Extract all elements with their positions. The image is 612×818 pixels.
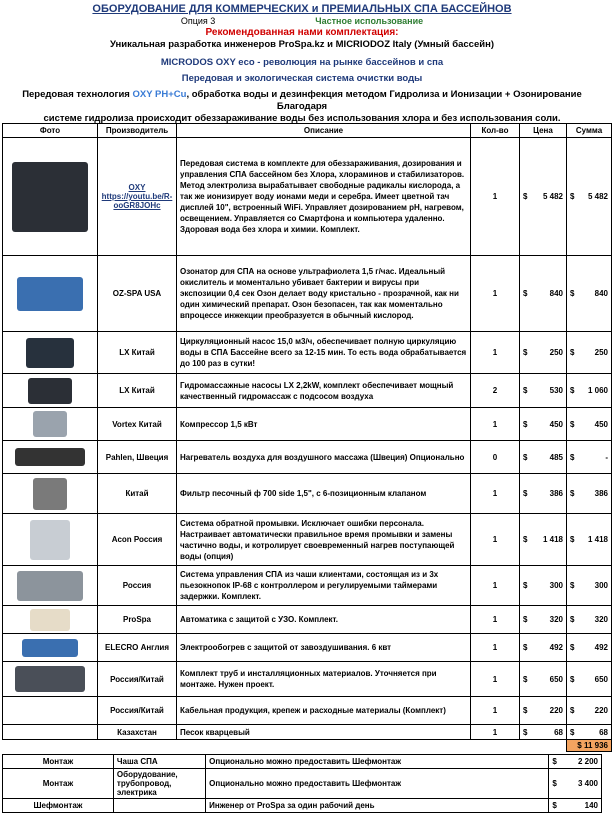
description-cell: Передовая система в комплекте для обеззараживания, дозирования и управления СПА бассейном без Хлора, хлораминов и стабилизаторов. Метод электролиза вырабатывает свободные радикалы кислорода, а так же ионизирует воду ионами меди и серебра. Имеет цветной тач дисплей 10", встроенный WiFi. Управляет дозированием pH, нагревом, освещением. Управляется со Смартфона и компьютера удаленно. Здоровая вода без хлора и химии. Комплект. (177, 138, 471, 256)
sum-cell: $ 5 482 (567, 138, 612, 256)
services-table (2, 754, 602, 813)
description-cell: Фильтр песочный ф 700 side 1,5", с 6-позиционным клапаном (177, 474, 471, 514)
product-photo-cell (3, 697, 98, 725)
manufacturer-cell: OZ-SPA USA (98, 256, 177, 332)
product-image (28, 378, 72, 404)
equipment-table (2, 123, 612, 752)
product-image (17, 277, 83, 311)
sum-cell: $ 840 (567, 256, 612, 332)
col-photo: Фото (3, 124, 98, 138)
description-cell: Озонатор для СПА на основе ультрафиолета 1,5 г/час. Идеальный окислитель и моментально убивает бактерии и вирусы при экспозиции 0,4 сек Озон делает воду кристально - прозрачной, как ни один химический препарат. Озон безопасен, так как моментально впроцессе инжекции преобразуется в обычный кислород. (177, 256, 471, 332)
quantity-cell: 1 (471, 606, 520, 634)
service-scope: Оборудование, трубопровод, электрика (113, 769, 205, 799)
manufacturer-cell: Китай (98, 474, 177, 514)
quantity-cell: 1 (471, 514, 520, 566)
quantity-cell: 1 (471, 256, 520, 332)
table-row (3, 374, 612, 408)
quantity-cell: 1 (471, 474, 520, 514)
table-row (3, 256, 612, 332)
product-photo-cell (3, 514, 98, 566)
sum-cell: $ 386 (567, 474, 612, 514)
manufacturer-cell: Казахстан (98, 725, 177, 740)
sum-cell: $ 300 (567, 566, 612, 606)
description-cell: Автоматика с защитой с УЗО. Комплект. (177, 606, 471, 634)
service-type: Монтаж (3, 755, 114, 769)
price-cell: $ 5 482 (520, 138, 567, 256)
manufacturer-cell: Pahlen, Швеция (98, 441, 177, 474)
sum-cell: $ 492 (567, 634, 612, 662)
table-row (3, 634, 612, 662)
table-row (3, 514, 612, 566)
table-row (3, 606, 612, 634)
product-photo-cell (3, 634, 98, 662)
manufacturer-cell: Россия (98, 566, 177, 606)
quantity-cell: 1 (471, 697, 520, 725)
sum-cell: $ 650 (567, 662, 612, 697)
document-header (0, 0, 604, 125)
quantity-cell: 1 (471, 566, 520, 606)
description-cell: Система управления СПА из чаши клиентами, состоящая из и 3х пьезокнопок IP-68 с контроллером и регулируемыми таймерами задержки. Комплект. (177, 566, 471, 606)
description-cell: Кабельная продукция, крепеж и расходные материалы (Комплект) (177, 697, 471, 725)
product-photo-cell (3, 725, 98, 740)
price-cell: $ 450 (520, 408, 567, 441)
table-row (3, 697, 612, 725)
price-cell: $ 386 (520, 474, 567, 514)
grand-total: $ 11 936 (567, 740, 612, 752)
table-row (3, 725, 612, 740)
product-photo-cell (3, 138, 98, 256)
description-cell: Песок кварцевый (177, 725, 471, 740)
unique-line: Уникальная разработка инженеров ProSpa.kz и MICRIODOZ Italy (Умный бассейн) (110, 39, 494, 50)
manufacturer-cell: Vortex Китай (98, 408, 177, 441)
sum-cell: $ 1 060 (567, 374, 612, 408)
price-cell: $ 492 (520, 634, 567, 662)
product-image (17, 571, 83, 601)
product-image (26, 338, 74, 368)
table-row (3, 474, 612, 514)
recommended-label: Рекомендованная нами комплектация: (205, 27, 399, 38)
option-label: Опция 3 (180, 16, 216, 26)
product-photo-cell (3, 408, 98, 441)
price-cell: $ 485 (520, 441, 567, 474)
table-row (3, 662, 612, 697)
quantity-cell: 1 (471, 725, 520, 740)
product-image (33, 478, 67, 510)
total-row (3, 740, 612, 752)
manufacturer-cell: ProSpa (98, 606, 177, 634)
product-photo-cell (3, 256, 98, 332)
sum-cell: $ 1 418 (567, 514, 612, 566)
price-cell: $ 300 (520, 566, 567, 606)
eco-line: Передовая и экологическая система очистки воды (181, 73, 423, 84)
col-maker: Производитель (98, 124, 177, 138)
price-cell: $ 250 (520, 332, 567, 374)
product-photo-cell (3, 332, 98, 374)
product-image (15, 666, 85, 692)
service-sum: $ 3 400 (549, 769, 602, 799)
product-image (15, 448, 85, 466)
manufacturer-cell: LX Китай (98, 374, 177, 408)
product-photo-cell (3, 474, 98, 514)
table-row (3, 332, 612, 374)
service-desc: Инженер от ProSpa за один рабочий день (206, 799, 549, 813)
product-photo-cell (3, 374, 98, 408)
price-cell: $ 650 (520, 662, 567, 697)
quantity-cell: 1 (471, 634, 520, 662)
service-sum: $ 140 (549, 799, 602, 813)
service-scope: Чаша СПА (113, 755, 205, 769)
price-cell: $ 68 (520, 725, 567, 740)
document-title: ОБОРУДОВАНИЕ ДЛЯ КОММЕРЧЕСКИХ и ПРЕМИАЛЬНЫХ СПА БАССЕЙНОВ (92, 3, 512, 15)
microdos-line: MICRODOS OXY eco - революция на рынке бассейнов и спа (160, 57, 444, 68)
service-row (3, 755, 602, 769)
usage-label: Частное использование (315, 16, 424, 26)
option-row (0, 15, 604, 27)
manufacturer-cell: Россия/Китай (98, 662, 177, 697)
quantity-cell: 1 (471, 332, 520, 374)
price-cell: $ 320 (520, 606, 567, 634)
sum-cell: $ - (567, 441, 612, 474)
manufacturer-cell (98, 138, 177, 256)
description-cell: Циркуляционный насос 15,0 м3/ч, обеспечивает полную циркуляцию воды в СПА Бассейне всего за 12-15 мин. То есть вода обрабатывается до 100 раз в сутки! (177, 332, 471, 374)
table-row (3, 441, 612, 474)
product-photo-cell (3, 606, 98, 634)
service-sum: $ 2 200 (549, 755, 602, 769)
product-photo-cell (3, 566, 98, 606)
description-cell: Электрообогрев с защитой от завоздушивания. 6 квт (177, 634, 471, 662)
col-desc: Описание (177, 124, 471, 138)
table-header-row (3, 124, 612, 138)
description-cell: Компрессор 1,5 кВт (177, 408, 471, 441)
description-cell: Нагреватель воздуха для воздушного массажа (Швеция) Опционально (177, 441, 471, 474)
quantity-cell: 1 (471, 408, 520, 441)
product-photo-cell (3, 441, 98, 474)
product-image (22, 639, 78, 657)
video-link[interactable]: https://youtu.be/R-ooGR8JOHc (101, 192, 173, 210)
description-cell: Система обратной промывки. Исключает ошибки персонала. Настраивает автоматически правильное время промывки и замены частично воды, и котролирует своевременный нагрев поступающей воды (опция) (177, 514, 471, 566)
service-scope (113, 799, 205, 813)
sum-cell: $ 450 (567, 408, 612, 441)
sum-cell: $ 250 (567, 332, 612, 374)
service-row (3, 799, 602, 813)
manufacturer-cell: ELECRO Англия (98, 634, 177, 662)
tech-line-1: Передовая технология OXY PH+Cu, обработка воды и дезинфекция методом Гидролиза и Ионизации + Озонирование Благодаря (22, 89, 582, 112)
col-sum: Сумма (567, 124, 612, 138)
col-price: Цена (520, 124, 567, 138)
sum-cell: $ 220 (567, 697, 612, 725)
manufacturer-name[interactable]: OXY (128, 183, 146, 192)
price-cell: $ 1 418 (520, 514, 567, 566)
product-photo-cell (3, 662, 98, 697)
quantity-cell: 1 (471, 662, 520, 697)
description-cell: Комплект труб и инсталляционных материалов. Уточняется при монтаже. Нужен проект. (177, 662, 471, 697)
quantity-cell: 2 (471, 374, 520, 408)
manufacturer-cell: Россия/Китай (98, 697, 177, 725)
price-cell: $ 840 (520, 256, 567, 332)
service-type: Монтаж (3, 769, 114, 799)
service-desc: Опционально можно предоставить Шефмонтаж (206, 755, 549, 769)
table-row (3, 408, 612, 441)
service-desc: Опционально можно предоставить Шефмонтаж (206, 769, 549, 799)
product-image (33, 411, 67, 437)
price-cell: $ 530 (520, 374, 567, 408)
table-row (3, 566, 612, 606)
price-cell: $ 220 (520, 697, 567, 725)
quantity-cell: 0 (471, 441, 520, 474)
tech-line-2: системе гидролиза происходит обеззараживание воды без использования хлора и без использования соли. (43, 113, 561, 124)
description-cell: Гидромассажные насосы LX 2,2kW, комплект обеспечивает мощный качественный гидромассаж с подсосом воздуха (177, 374, 471, 408)
sum-cell: $ 68 (567, 725, 612, 740)
service-row (3, 769, 602, 799)
product-image (30, 609, 70, 631)
product-image (12, 162, 88, 232)
manufacturer-cell: Acon Россия (98, 514, 177, 566)
quantity-cell: 1 (471, 138, 520, 256)
manufacturer-cell: LX Китай (98, 332, 177, 374)
sum-cell: $ 320 (567, 606, 612, 634)
service-type: Шефмонтаж (3, 799, 114, 813)
col-qty: Кол-во (471, 124, 520, 138)
product-image (30, 520, 70, 560)
table-row (3, 138, 612, 256)
